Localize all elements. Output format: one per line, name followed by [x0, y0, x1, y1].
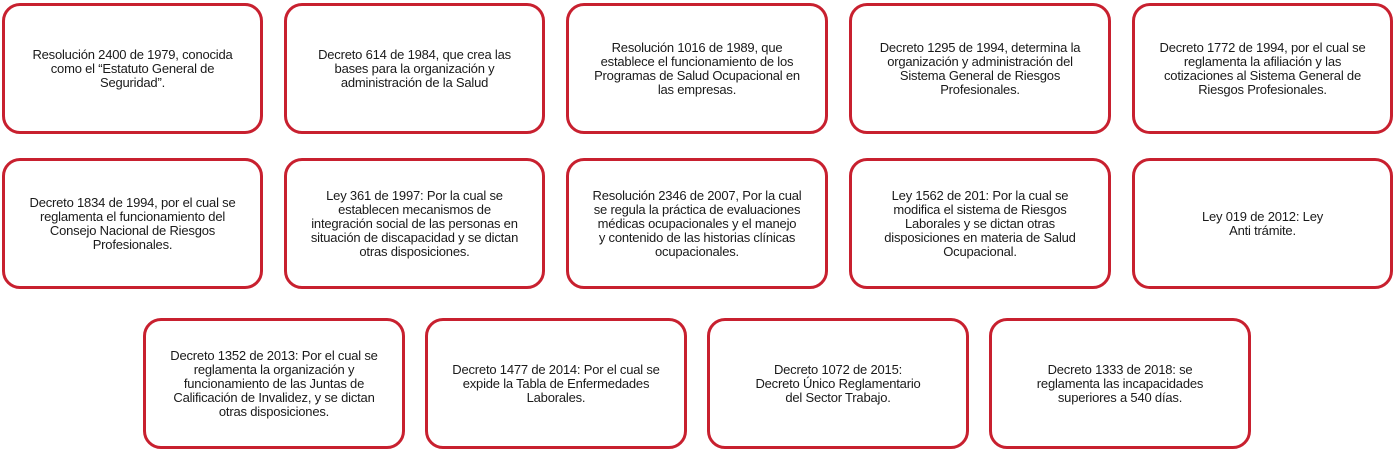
- norma-box-resolucion-2400-1979: [2, 3, 263, 134]
- norma-text: Ley 361 de 1997: Por la cual se establecen mecanismos de integración social de las personas en situación de discapacidad y se dictan otras disposiciones.: [310, 187, 519, 259]
- norma-text: Resolución 2400 de 1979, conocida como el “Estatuto General de Seguridad”.: [32, 46, 233, 90]
- norma-text: Ley 1562 de 201: Por la cual se modifica el sistema de Riesgos Laborales y se dictan otras disposiciones en materia de Salud Ocupacional.: [884, 187, 1076, 259]
- norma-box-decreto-1352-2013: [143, 318, 405, 449]
- norma-text: Decreto 1072 de 2015: Decreto Único Reglamentario del Sector Trabajo.: [755, 361, 921, 405]
- norma-text: Decreto 1477 de 2014: Por el cual se expide la Tabla de Enfermedades Laborales.: [452, 361, 660, 405]
- norma-box-decreto-1333-2018: [989, 318, 1251, 449]
- norma-box-ley-1562: [849, 158, 1111, 289]
- norma-box-decreto-614-1984: [284, 3, 545, 134]
- norma-box-decreto-1834-1994: [2, 158, 263, 289]
- norma-box-decreto-1295-1994: [849, 3, 1111, 134]
- norma-text: Decreto 1295 de 1994, determina la organización y administración del Sistema General de Riesgos Profesionales.: [879, 39, 1081, 97]
- norma-box-resolucion-2346-2007: [566, 158, 828, 289]
- norma-text: Ley 019 de 2012: Ley Anti trámite.: [1201, 208, 1324, 238]
- norma-box-ley-019-2012: [1132, 158, 1393, 289]
- norma-text: Resolución 1016 de 1989, que establece el funcionamiento de los Programas de Salud Ocupacional en las empresas.: [594, 39, 800, 97]
- norma-text: Decreto 614 de 1984, que crea las bases para la organización y administración de la Salud: [318, 46, 511, 90]
- norma-box-ley-361-1997: [284, 158, 545, 289]
- norma-box-resolucion-1016-1989: [566, 3, 828, 134]
- norma-text: Decreto 1333 de 2018: se reglamenta las incapacidades superiores a 540 días.: [1036, 361, 1204, 405]
- norma-box-decreto-1477-2014: [425, 318, 687, 449]
- norma-text: Decreto 1352 de 2013: Por el cual se reglamenta la organización y funcionamiento de las Juntas de Calificación de Invalidez, y se dictan otras disposiciones.: [170, 347, 378, 419]
- norma-text: Resolución 2346 de 2007, Por la cual se regula la práctica de evaluaciones médicas ocupacionales y el manejo y contenido de las historias clínicas ocupacionales.: [592, 187, 802, 259]
- norma-box-decreto-1072-2015: [707, 318, 969, 449]
- norma-text: Decreto 1834 de 1994, por el cual se reglamenta el funcionamiento del Consejo Nacional de Riesgos Profesionales.: [29, 194, 236, 252]
- norma-box-decreto-1772-1994: [1132, 3, 1393, 134]
- norma-text: Decreto 1772 de 1994, por el cual se reglamenta la afiliación y las cotizaciones al Sistema General de Riesgos Profesionales.: [1159, 39, 1366, 97]
